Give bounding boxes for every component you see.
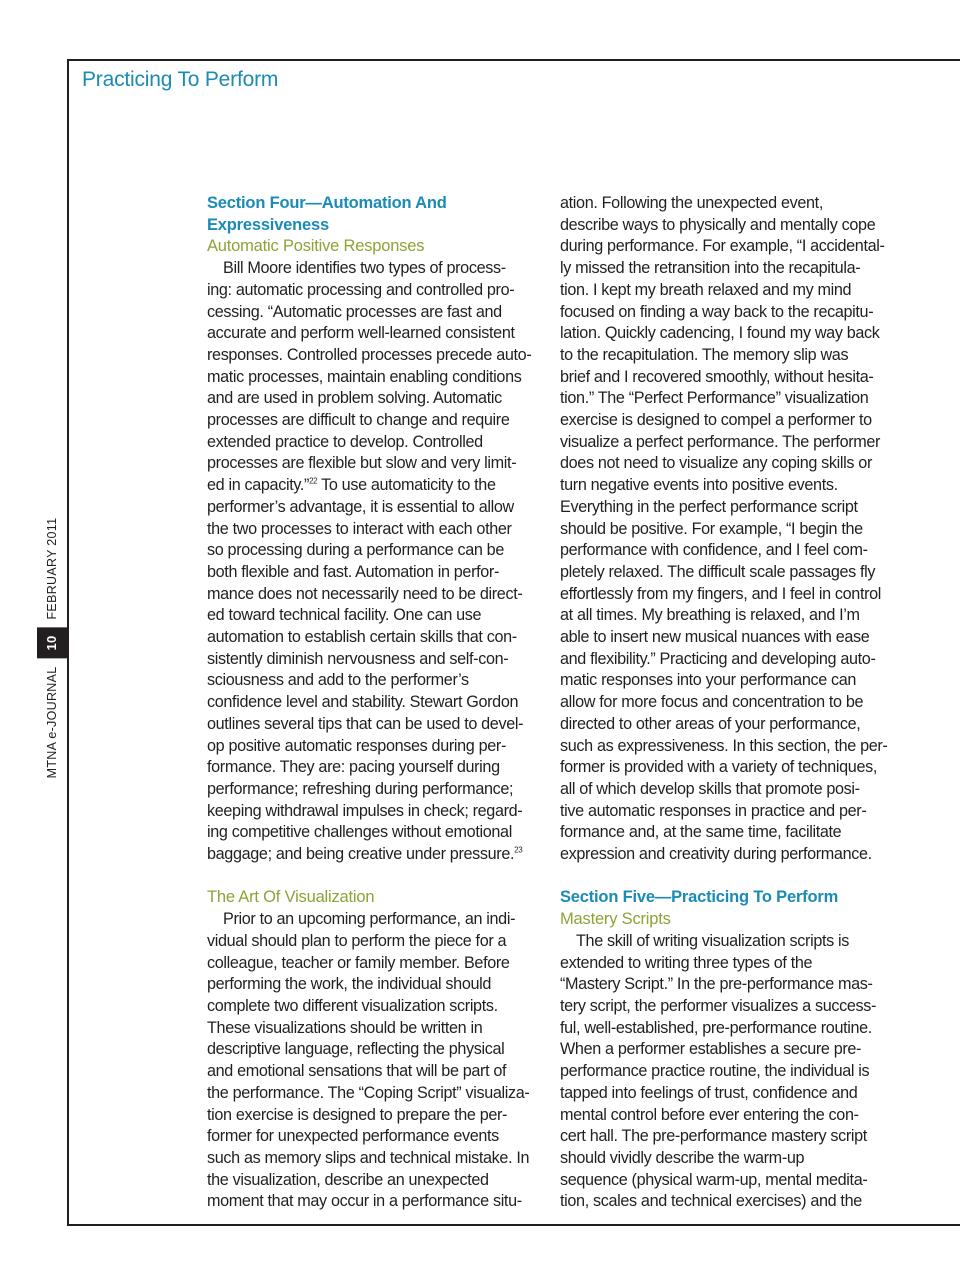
paragraph-gap xyxy=(207,866,547,888)
text-line: and are used in problem solving. Automatic xyxy=(207,389,502,408)
text-run: ed in capacity.” xyxy=(207,476,310,495)
text-line: should be positive. For example, “I begin the xyxy=(560,519,863,538)
text-line: tery script, the performer visualizes a success- xyxy=(560,997,877,1015)
text-line-with-ref xyxy=(207,475,547,497)
text-line: performance with confidence, and I feel com- xyxy=(560,541,868,560)
text-line: Bill Moore identifies two types of process- xyxy=(223,259,506,278)
text-line: pletely relaxed. The difficult scale passages fly xyxy=(560,562,876,581)
text-line: directed to other areas of your performance, xyxy=(560,714,861,733)
text-line: When a performer establishes a secure pre- xyxy=(560,1040,862,1059)
art-of-visualization-heading: The Art Of Visualization xyxy=(207,888,375,907)
text-line: tion.” The “Perfect Performance” visualization xyxy=(560,389,869,408)
text-line: performer’s advantage, it is essential to allow xyxy=(207,497,514,516)
text-line: the performance. The “Coping Script” visualiza- xyxy=(207,1083,530,1102)
text-line: automation to establish certain skills that con- xyxy=(207,628,517,647)
text-line: tive automatic responses in practice and per- xyxy=(560,801,867,820)
text-line: and emotional sensations that will be part of xyxy=(207,1062,507,1081)
text-line: ing competitive challenges without emotional xyxy=(207,823,512,842)
text-line: does not need to visualize any coping skills or xyxy=(560,454,872,473)
text-line: matic processes, maintain enabling conditions xyxy=(207,367,522,386)
text-line: sciousness and add to the performer’s xyxy=(207,671,469,690)
issue-date: FEBRUARY 2011 xyxy=(45,517,59,620)
text-line: mental control before ever entering the con- xyxy=(560,1105,859,1124)
text-line: tion, scales and technical exercises) and the xyxy=(560,1192,862,1211)
paragraph-mastery-scripts xyxy=(560,931,900,1213)
section-five-heading: Section Five—Practicing To Perform xyxy=(560,888,839,907)
text-line: effortlessly from my fingers, and I feel in control xyxy=(560,584,882,603)
text-line: so processing during a performance can be xyxy=(207,541,504,560)
text-line: The skill of writing visualization scripts is xyxy=(576,931,850,950)
text-line: performance; refreshing during performance; xyxy=(207,779,514,798)
text-line: colleague, teacher or family member. Before xyxy=(207,953,510,972)
text-line: extended practice to develop. Controlled xyxy=(207,432,483,451)
text-line: the visualization, describe an unexpected xyxy=(207,1170,489,1189)
text-line: matic responses into your performance can xyxy=(560,671,857,690)
text-line: exercise is designed to compel a performer to xyxy=(560,411,872,430)
text-line-with-ref xyxy=(207,844,547,866)
text-line: formance. They are: pacing yourself during xyxy=(207,758,500,777)
text-line: sequence (physical warm-up, mental medita- xyxy=(560,1170,868,1189)
text-line: describe ways to physically and mentally cope xyxy=(560,215,876,234)
text-line: tion exercise is designed to prepare the per- xyxy=(207,1105,508,1124)
frame-left-rule xyxy=(67,59,69,1226)
text-line: performance practice routine, the individual is xyxy=(560,1062,870,1081)
text-line: all of which develop skills that promote posi- xyxy=(560,779,860,798)
text-line: processes are difficult to change and require xyxy=(207,411,510,430)
text-line: able to insert new musical nuances with ease xyxy=(560,628,870,647)
text-line: op positive automatic responses during per- xyxy=(207,736,506,755)
text-run: To use automaticity to the xyxy=(317,476,496,495)
left-column xyxy=(207,193,547,1213)
text-line: complete two different visualization scripts. xyxy=(207,997,498,1015)
text-line: expression and creativity during performance. xyxy=(560,845,872,864)
text-line: ing: automatic processing and controlled pro- xyxy=(207,280,515,299)
text-line: focused on finding a way back to the recapitu- xyxy=(560,302,874,321)
text-line: moment that may occur in a performance situ- xyxy=(207,1192,522,1211)
paragraph-automatic-processing xyxy=(207,258,547,866)
text-line: These visualizations should be written in xyxy=(207,1018,483,1037)
paragraph-gap xyxy=(560,866,900,888)
text-line: lation. Quickly cadencing, I found my way back xyxy=(560,324,880,343)
text-line: ful, well-established, pre-performance routine. xyxy=(560,1018,872,1037)
text-line: confidence level and stability. Stewart Gordon xyxy=(207,693,519,712)
text-line: performing the work, the individual should xyxy=(207,975,492,994)
footnote-ref-23: 23 xyxy=(514,845,523,855)
text-line: cert hall. The pre-performance mastery script xyxy=(560,1127,867,1146)
text-line: and flexibility.” Practicing and developing auto- xyxy=(560,649,876,668)
text-line: former is provided with a variety of techniques, xyxy=(560,758,877,777)
page-number-badge: 10 xyxy=(37,628,67,659)
text-line: to the recapitulation. The memory slip was xyxy=(560,345,849,364)
right-column xyxy=(560,193,900,1213)
text-line: former for unexpected performance events xyxy=(207,1127,499,1146)
text-line: should vividly describe the warm-up xyxy=(560,1148,805,1167)
text-line: “Mastery Script.” In the pre-performance mas- xyxy=(560,975,873,994)
running-head-title: Practicing To Perform xyxy=(82,68,279,91)
text-line: Prior to an upcoming performance, an indi- xyxy=(223,910,516,929)
text-line: brief and I recovered smoothly, without hesita- xyxy=(560,367,874,386)
text-line: tion. I kept my breath relaxed and my mind xyxy=(560,280,852,299)
mastery-scripts-heading: Mastery Scripts xyxy=(560,910,671,929)
text-line: tapped into feelings of trust, confidence and xyxy=(560,1083,858,1102)
frame-top-rule xyxy=(67,59,960,61)
footnote-ref-22: 22 xyxy=(309,476,318,486)
section-four-heading-line-2: Expressiveness xyxy=(207,215,329,234)
text-line: the two processes to interact with each other xyxy=(207,519,512,538)
text-line: turn negative events into positive events. xyxy=(560,476,838,495)
text-line: visualize a perfect performance. The performer xyxy=(560,432,881,451)
text-line: descriptive language, reflecting the physical xyxy=(207,1040,505,1059)
text-line: such as expressiveness. In this section, the per- xyxy=(560,736,888,755)
text-line: responses. Controlled processes precede auto- xyxy=(207,345,532,364)
text-line: vidual should plan to perform the piece for a xyxy=(207,931,507,950)
text-line: ed toward technical facility. One can use xyxy=(207,606,482,625)
text-line: sistently diminish nervousness and self-con- xyxy=(207,649,509,668)
text-line: at all times. My breathing is relaxed, and I’m xyxy=(560,606,860,625)
text-run: baggage; and being creative under pressure. xyxy=(207,845,515,864)
text-line: outlines several tips that can be used to devel- xyxy=(207,714,524,733)
text-line: processes are flexible but slow and very limit- xyxy=(207,454,517,473)
text-line: during performance. For example, “I accidental- xyxy=(560,237,885,256)
paragraph-visualization xyxy=(207,909,547,1213)
paragraph-coping-script-continued xyxy=(560,193,900,866)
journal-name: MTNA e-JOURNAL xyxy=(45,666,59,779)
text-line: Everything in the perfect performance script xyxy=(560,497,858,516)
text-line: allow for more focus and concentration to be xyxy=(560,693,864,712)
section-four-heading-line-1: Section Four—Automation And xyxy=(207,194,447,212)
text-line: both flexible and fast. Automation in perfor- xyxy=(207,562,499,581)
text-line: ation. Following the unexpected event, xyxy=(560,194,823,212)
text-line: cessing. “Automatic processes are fast and xyxy=(207,302,502,321)
text-line: accurate and perform well-learned consistent xyxy=(207,324,515,343)
text-line: formance and, at the same time, facilitate xyxy=(560,823,842,842)
text-line: extended to writing three types of the xyxy=(560,953,813,972)
frame-bottom-rule xyxy=(67,1224,960,1226)
text-line: mance does not necessarily need to be direct- xyxy=(207,584,523,603)
automatic-positive-responses-heading: Automatic Positive Responses xyxy=(207,237,425,256)
text-line: ly missed the retransition into the recapitula- xyxy=(560,259,861,278)
text-line: such as memory slips and technical mistake. In xyxy=(207,1148,530,1167)
text-line: keeping withdrawal impulses in check; regard- xyxy=(207,801,523,820)
